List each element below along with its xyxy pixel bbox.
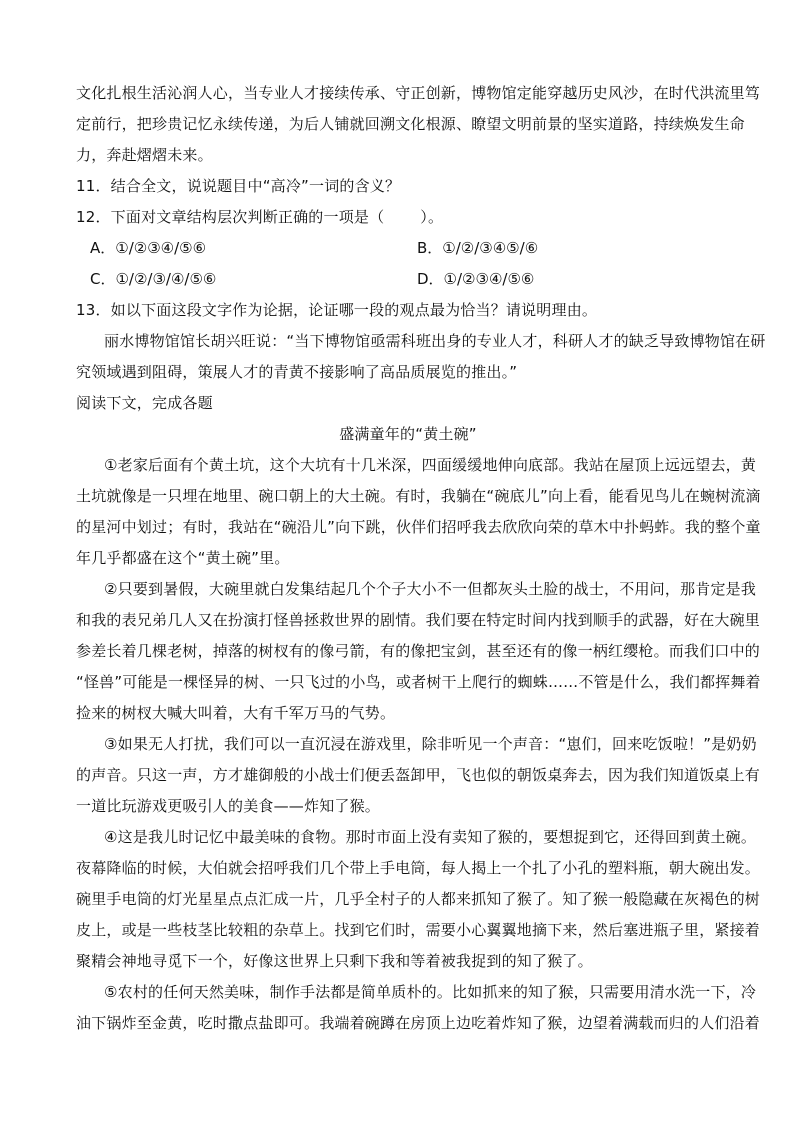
reading-prompt: 阅读下文，完成各题: [76, 394, 213, 412]
text-line: 究领域遇到阻碍，策展人才的青黄不接影响了高品质展览的推出。”: [76, 363, 518, 381]
text-line: 夜幕降临的时候，大伯就会招呼我们几个带上手电筒，每人揭上一个扎了小孔的塑料瓶，朝大碗出发。: [76, 859, 761, 877]
option-a: A．①/②③④/⑤⑥: [90, 239, 207, 257]
option-b: B．①/②/③④⑤/⑥: [417, 239, 539, 257]
article-paragraph-5: [76, 977, 761, 1039]
text-line: 捡来的树杈大喊大叫着，大有千军万马的气势。: [76, 704, 396, 722]
text-line: “怪兽”可能是一棵怪异的树、一只飞过的小鸟，或者树干上爬行的蜘蛛……不管是什么，我们都挥舞着: [76, 673, 761, 691]
text-line: 参差长着几棵老树，掉落的树杈有的像弓箭，有的像把宝剑，甚至还有的像一柄红缨枪。而我们口中的: [76, 642, 761, 660]
question-12-stem-end: ）。: [420, 208, 444, 226]
article-paragraph-3: [76, 729, 761, 822]
article-paragraph-1: [76, 450, 761, 574]
text-line: 油下锅炸至金黄，吃时撒点盐即可。我端着碗蹲在房顶上边吃着炸知了猴，边望着满载而归的人们沿着: [76, 1014, 761, 1032]
question-11: 11．结合全文，说说题目中“高冷”一词的含义？: [76, 177, 401, 195]
options-row-1: [76, 233, 740, 264]
option-c: C．①/②/③/④/⑤⑥: [90, 270, 217, 288]
text-line: 的星河中划过；有时，我站在“碗沿儿”向下跳，伙伴们招呼我去欣欣向荣的草木中扑蚂蚱。我的整个童: [76, 518, 761, 536]
text-line: ②只要到暑假，大碗里就白发集结起几个个子大小不一但都灰头土脸的战士，不用问，那肯定是我: [104, 580, 757, 598]
article-paragraph-4: [76, 822, 761, 977]
options-row-2: [76, 264, 740, 295]
text-line: ④这是我儿时记忆中最美味的食物。那时市面上没有卖知了猴的，要想捉到它，还得回到黄土碗。: [104, 828, 757, 846]
text-line: 文化扎根生活沁润人心，当专业人才接续传承、守正创新，博物馆定能穿越历史风沙，在时代洪流里笃: [76, 84, 761, 102]
text-line: ⑤农村的任何天然美味，制作手法都是简单质朴的。比如抓来的知了猴，只需要用清水洗一下，冷: [104, 983, 757, 1001]
text-line: 力，奔赴熠熠未来。: [76, 146, 213, 164]
question-13: 13．如以下面这段文字作为论据，论证哪一段的观点最为恰当？请说明理由。: [76, 301, 598, 319]
question-12-stem: 12．下面对文章结构层次判断正确的一项是（: [76, 208, 385, 226]
text-line: 土坑就像是一只埋在地里、碗口朝上的大土碗。有时，我躺在“碗底儿”向上看，能看见鸟儿在蜿树流滴: [76, 487, 761, 505]
text-line: 和我的表兄弟几人又在扮演打怪兽拯救世界的剧情。我们要在特定时间内找到顺手的武器，好在大碗里: [76, 611, 761, 629]
text-line: 皮上，或是一些枝茎比较粗的杂草上。找到它们时，需要小心翼翼地摘下来，然后塞进瓶子里，紧接着: [76, 921, 761, 939]
continuation-paragraph: [76, 78, 761, 171]
text-line: 一道比玩游戏更吸引人的美食——炸知了猴。: [76, 797, 381, 815]
text-line: 定前行，把珍贵记忆永续传递，为后人铺就回溯文化根源、瞭望文明前景的坚实道路，持续焕发生命: [76, 115, 745, 133]
question-12: [76, 202, 740, 233]
text-line: 丽水博物馆馆长胡兴旺说：“当下博物馆亟需科班出身的专业人才，科研人才的缺乏导致博物馆在研: [104, 332, 766, 350]
quote-paragraph: [76, 326, 766, 388]
article-paragraph-2: [76, 574, 761, 729]
text-line: 的声音。只这一声，方才雄御般的小战士们便丢盔卸甲，飞也似的朝饭桌奔去，因为我们知道饭桌上有: [76, 766, 761, 784]
text-line: 年几乎都盛在这个“黄土碗”里。: [76, 549, 290, 567]
option-d: D．①/②③④/⑤⑥: [417, 270, 535, 288]
text-line: ③如果无人打扰，我们可以一直沉浸在游戏里，除非听见一个声音：“崽们，回来吃饭啦！”是奶奶: [104, 735, 757, 753]
text-line: 聚精会神地寻觅下一个，好像这世界上只剩下我和等着被我捉到的知了猴了。: [76, 952, 593, 970]
article-title: 盛满童年的“黄土碗”: [339, 425, 477, 443]
text-line: 碗里手电筒的灯光星星点点汇成一片，几乎全村子的人都来抓知了猴了。知了猴一般隐藏在灰褐色的树: [76, 890, 761, 908]
text-line: ①老家后面有个黄土坑，这个大坑有十几米深，四面缓缓地伸向底部。我站在屋顶上远远望去，黄: [104, 456, 757, 474]
document-page: [76, 78, 766, 1039]
